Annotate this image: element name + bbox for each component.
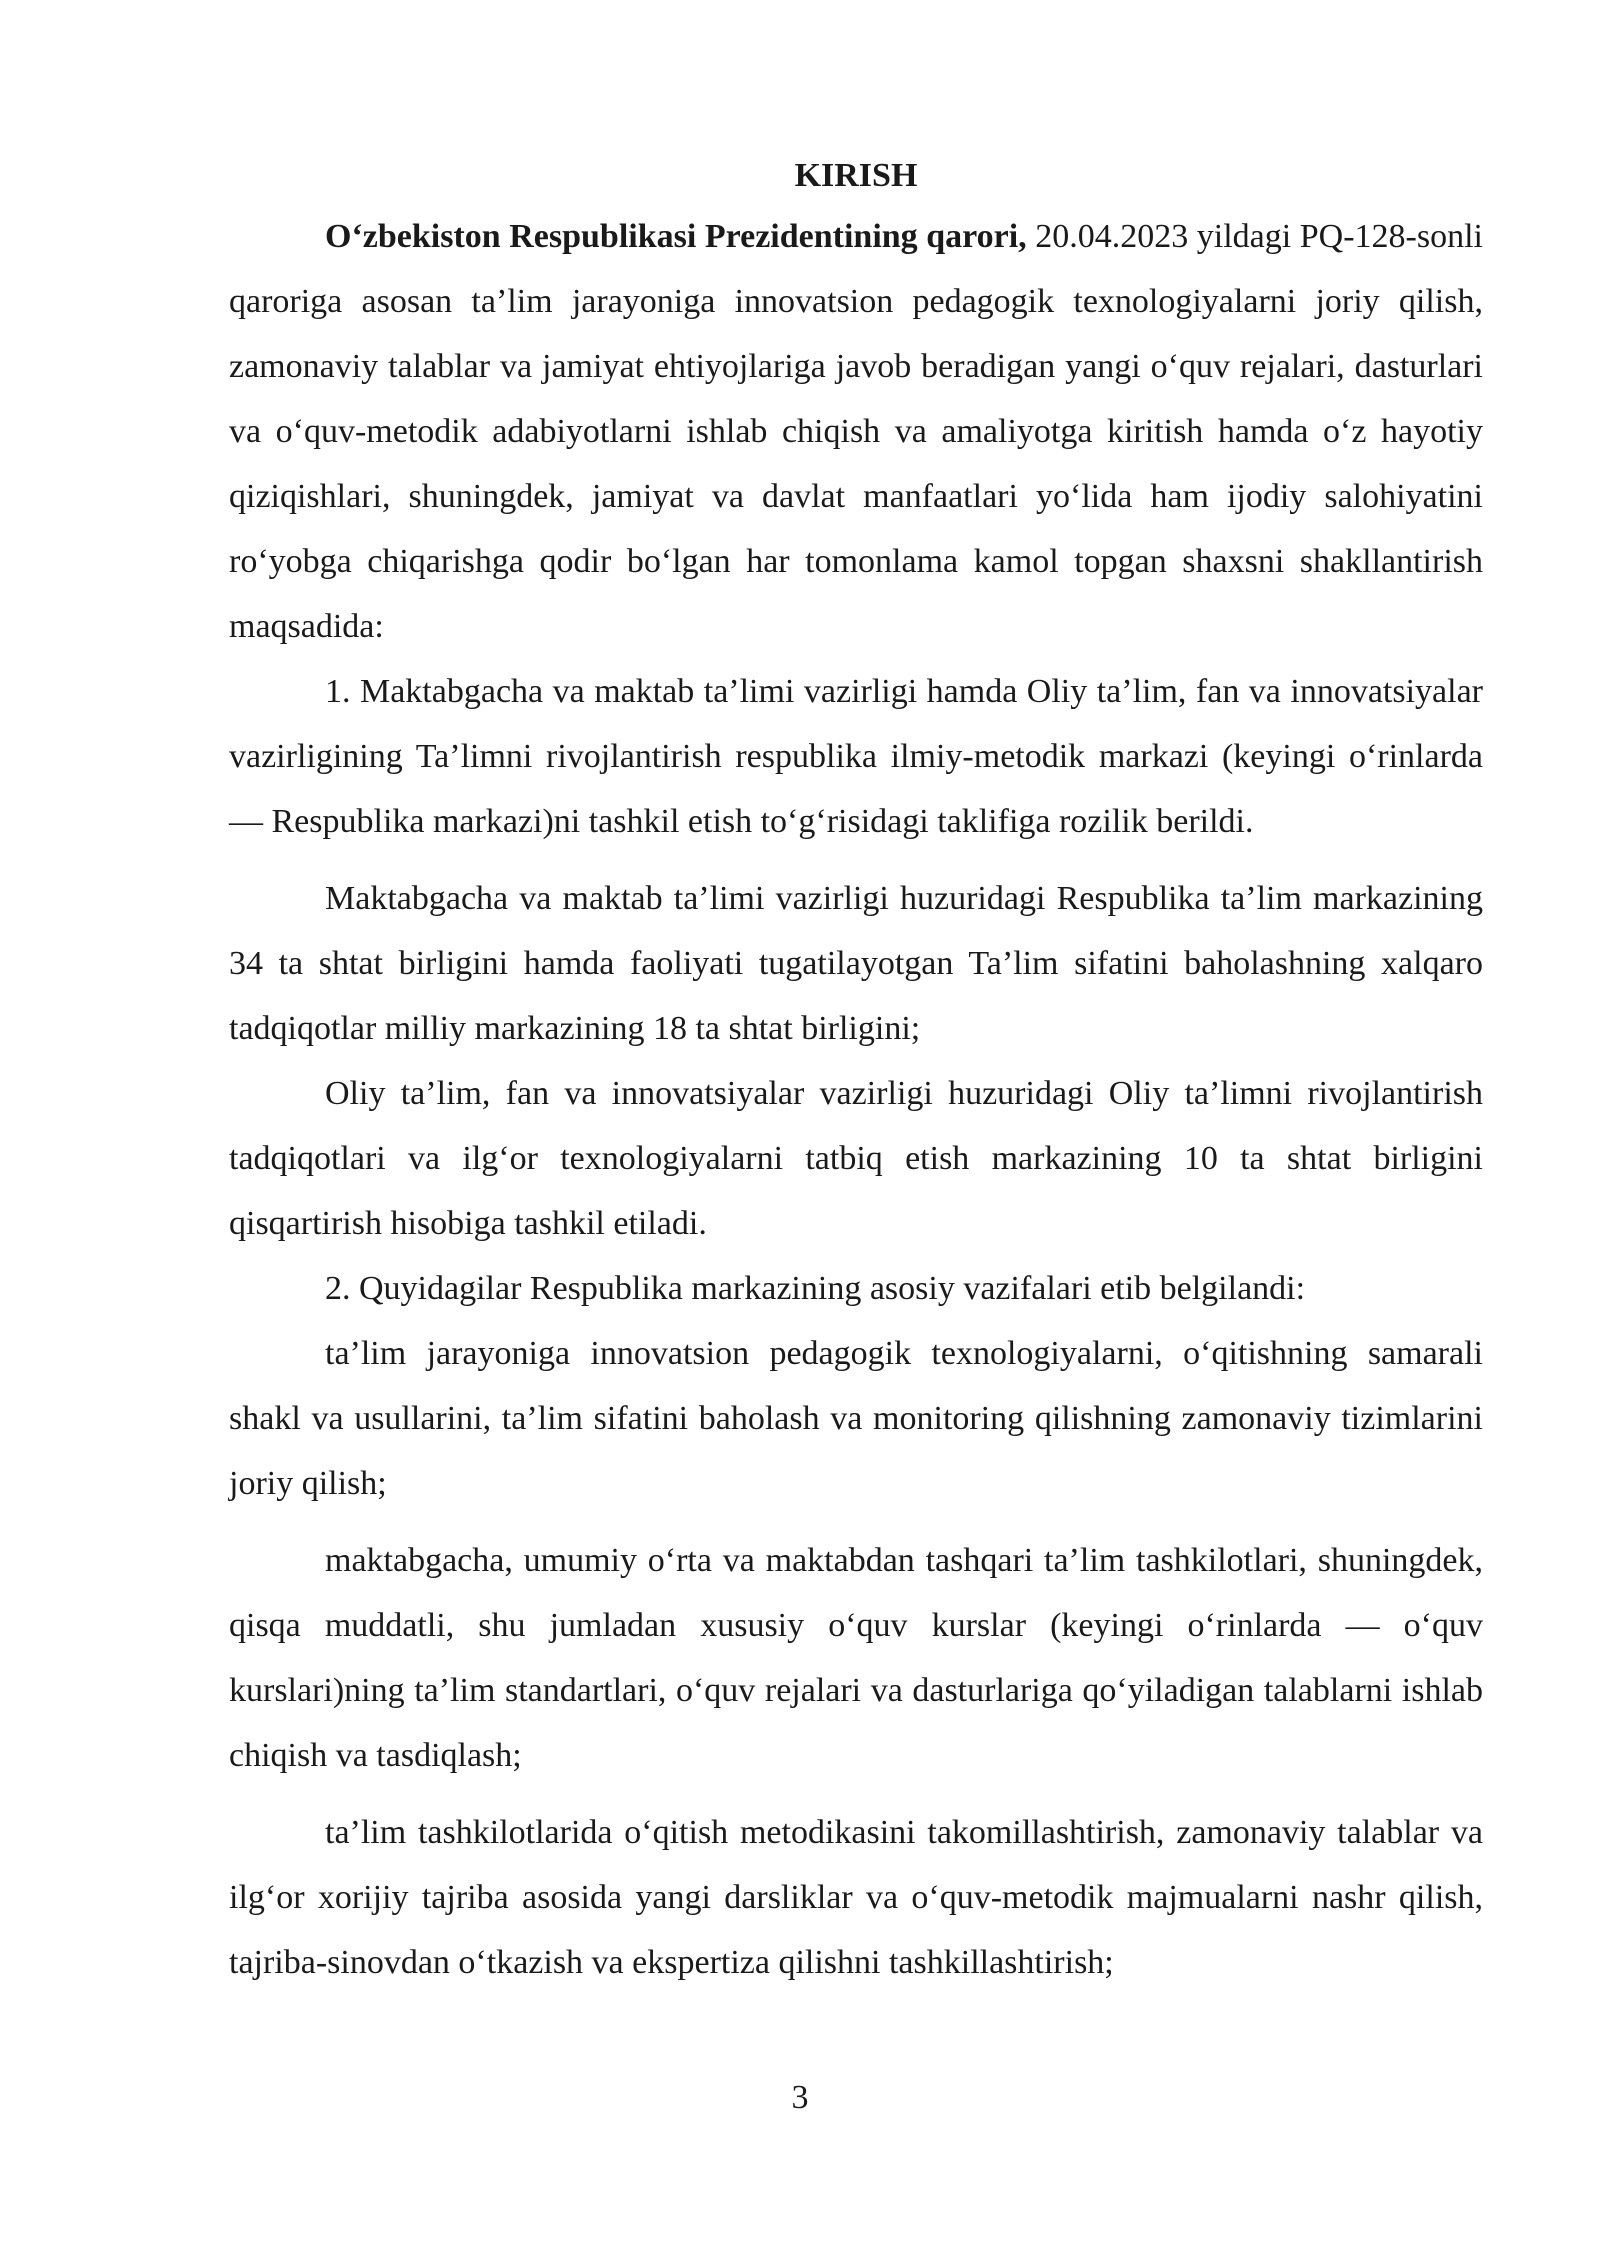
paragraph-item-2: 2. Quyidagilar Respublika markazining asosiy vazifalari etib belgilandi: [325,1270,1306,1307]
paragraph-staff-transfer: Maktabgacha va maktab ta’limi vazirligi huzuridagi Respublika ta’lim markazining 34 ta shtat birligini hamda faoliyati tugatilayotgan Ta’lim sifatini baholashning xalqaro tadqiqotlar milliy markazining 18 ta shtat birligini; [229,880,1483,1047]
paragraph-staff-reduction: Oliy ta’lim, fan va innovatsiyalar vazirligi huzuridagi Oliy ta’limni rivojlantirish tadqiqotlari va ilg‘or texnologiyalarni tatbiq etish markazining 10 ta shtat birligini qisqartirish hisobiga tashkil etiladi. [229,1075,1483,1242]
document-title: KIRISH [794,157,918,194]
intro-bold-lead: O‘zbekiston Respublikasi Prezidentining qarori, [325,218,1027,255]
document-body [229,148,1483,1995]
task-paragraph: ta’lim tashkilotlarida o‘qitish metodikasini takomillashtirish, zamonaviy talablar va ilg‘or xorijiy tajriba asosida yangi darsliklar va o‘quv-metodik majmualarni nashr qilish, tajriba-sinovdan o‘tkazish va ekspertiza qilishni tashkillashtirish; [229,1814,1483,1981]
task-paragraph: maktabgacha, umumiy o‘rta va maktabdan tashqari ta’lim tashkilotlari, shuningdek, qisqa muddatli, shu jumladan xususiy o‘quv kurslar (keyingi o‘rinlarda — o‘quv kurslari)ning ta’lim standartlari, o‘quv rejalari va dasturlariga qo‘yiladigan talablarni ishlab chiqish va tasdiqlash; [229,1542,1483,1774]
task-paragraph: ta’lim jarayoniga innovatsion pedagogik texnologiyalarni, o‘qitishning samarali shakl va usullarini, ta’lim sifatini baholash va monitoring qilishning zamonaviy tizimlarini joriy qilish; [229,1335,1483,1502]
intro-paragraph [229,204,1483,659]
intro-text: 20.04.2023 yildagi PQ-128-sonli qaroriga asosan ta’lim jarayoniga innovatsion pedagogik texnologiyalarni joriy qilish, zamonaviy talablar va jamiyat ehtiyojlariga javob beradigan yangi o‘quv rejalari, dasturlari va o‘quv-metodik adabiyotlarni ishlab chiqish va amaliyotga kiritish hamda o‘z hayotiy qiziqishlari, shuningdek, jamiyat va davlat manfaatlari yo‘lida ham ijodiy salohiyatini ro‘yobga chiqarishga qodir bo‘lgan har tomonlama kamol topgan shaxsni shakllantirish maqsadida: [229,218,1483,645]
page-number: 3 [791,2079,809,2116]
paragraph-item-1: 1. Maktabgacha va maktab ta’limi vazirligi hamda Oliy ta’lim, fan va innovatsiyalar vazirligining Ta’limni rivojlantirish respublika ilmiy-metodik markazi (keyingi o‘rinlarda — Respublika markazi)ni tashkil etish to‘g‘risidagi taklifiga rozilik berildi. [229,673,1483,840]
